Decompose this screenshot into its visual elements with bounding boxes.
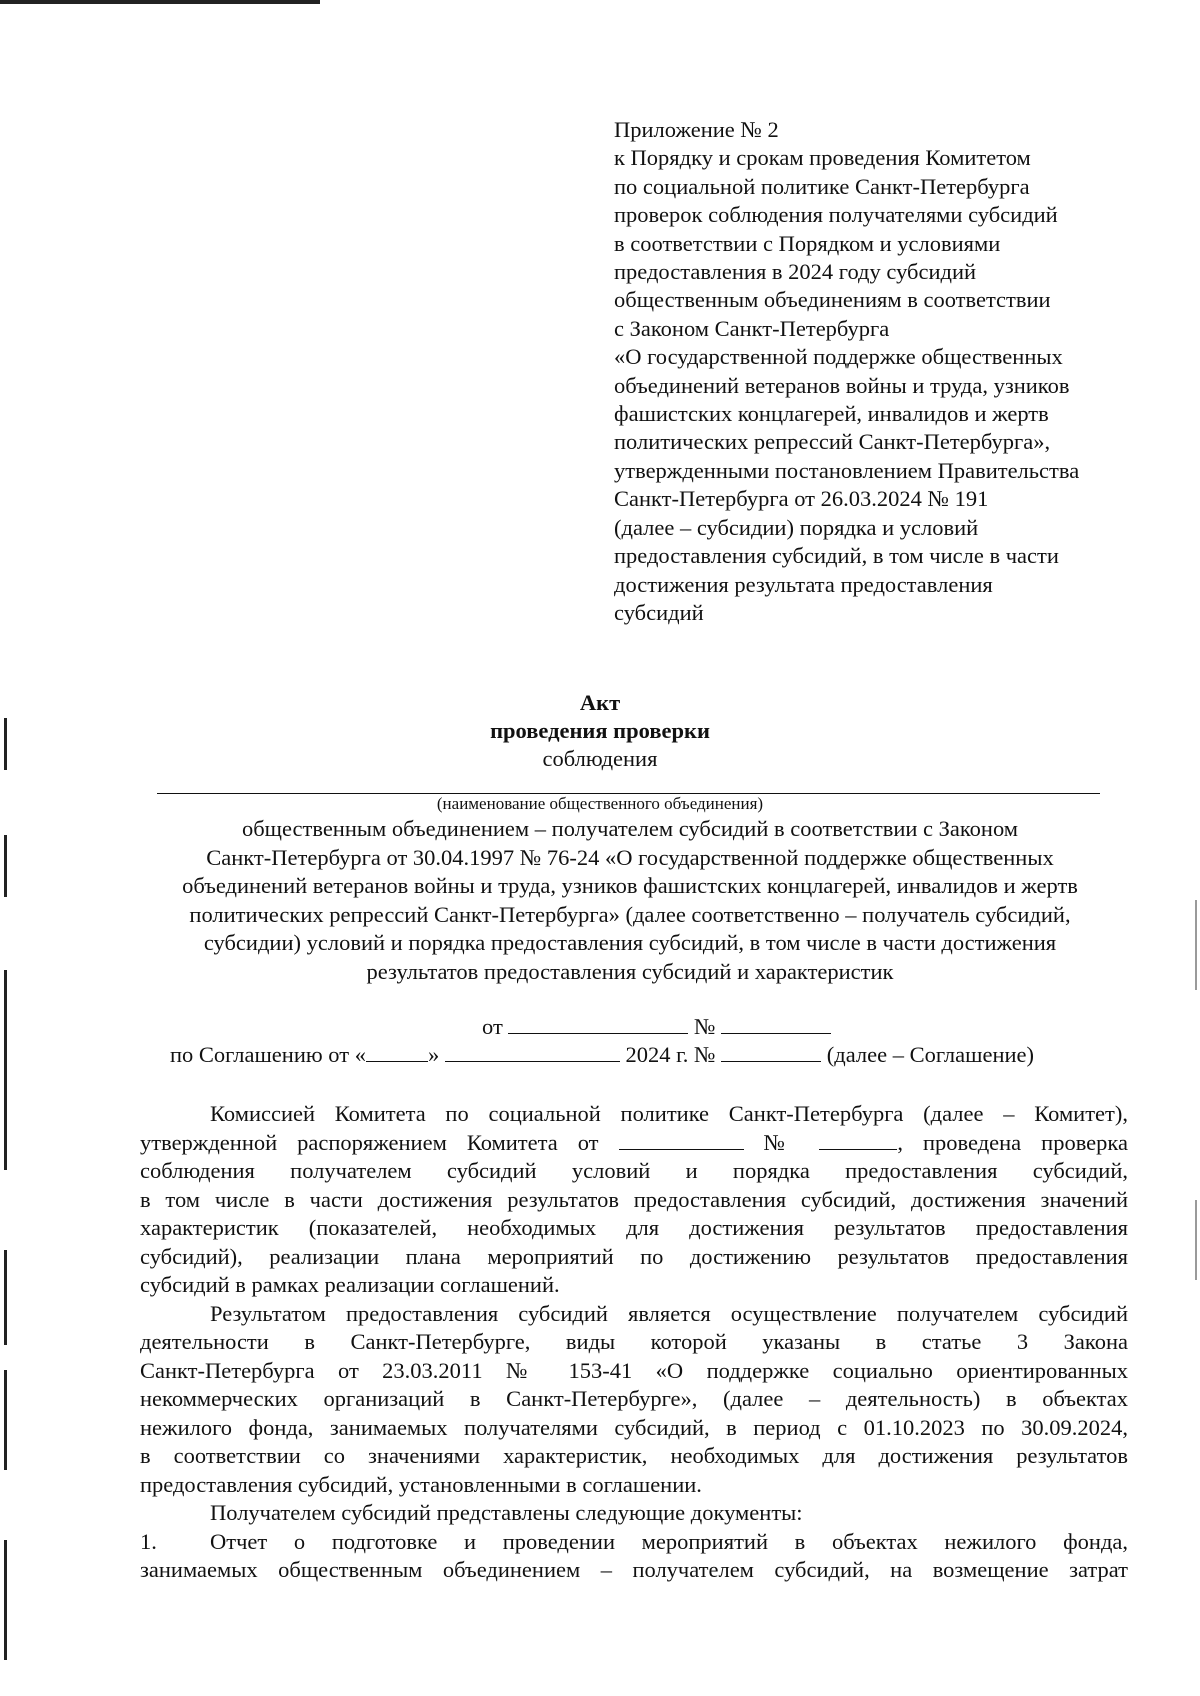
description-line: субсидии) условий и порядка предоставления субсидий, в том числе в части достижения (203, 930, 1057, 956)
document-title: Акт (579, 690, 621, 715)
document-subtitle: проведения проверки (490, 718, 710, 743)
paragraph-line: Комиссией Комитета по социальной политике Санкт-Петербурга (далее – Комитет), (210, 1101, 1128, 1126)
paragraph-line: нежилого фонда, занимаемых получателями субсидий, в период с 01.10.2023 по 30.09.2024, (140, 1414, 1128, 1440)
appendix-line: предоставления в 2024 году субсидий (614, 259, 977, 285)
document-subtitle-2: соблюдения (542, 746, 658, 771)
scan-edge-mark (4, 970, 7, 1170)
appendix-line: субсидий (614, 599, 704, 625)
order-date-blank (619, 1129, 744, 1150)
act-date-line (482, 1013, 831, 1041)
appendix-line: объединений ветеранов войны и труда, узников (614, 372, 1070, 398)
number-blank (721, 1013, 831, 1034)
paragraph-line (140, 1129, 1128, 1158)
agreement-month-blank (445, 1041, 620, 1062)
organization-name-caption: (наименование общественного объединения) (436, 794, 764, 813)
agreement-year: 2024 г. № (625, 1042, 716, 1067)
number-label: № (694, 1014, 716, 1039)
paragraph-line: в соответствии со значениями характеристик, необходимых для достижения результатов (140, 1443, 1128, 1468)
scan-edge-mark (4, 1370, 7, 1470)
agreement-suffix: (далее – Соглашение) (826, 1042, 1035, 1067)
appendix-line: политических репрессий Санкт-Петербурга», (614, 429, 1051, 455)
scan-edge-mark (4, 1250, 7, 1345)
paragraph-line: Результатом предоставления субсидий является осуществление получателем субсидий (210, 1300, 1128, 1326)
order-number-blank (819, 1129, 897, 1150)
appendix-line: утвержденными постановлением Правительства (614, 457, 1080, 483)
act-body (140, 1100, 1128, 1585)
appendix-line: общественным объединениям в соответствии (614, 287, 1051, 313)
appendix-line: предоставления субсидий, в том числе в части (614, 543, 1059, 569)
appendix-line: в соответствии с Порядком и условиями (614, 230, 1001, 256)
agreement-number-blank (721, 1041, 821, 1062)
appendix-line: по социальной политике Санкт-Петербурга (614, 173, 1030, 199)
appendix-line: проверок соблюдения получателями субсидий (614, 202, 1058, 228)
date-blank (508, 1013, 688, 1034)
appendix-line: «О государственной поддержке общественных (614, 344, 1063, 370)
paragraph-line: соблюдения получателем субсидий условий и порядка предоставления субсидий, (140, 1158, 1128, 1183)
scan-edge-mark (0, 0, 320, 4)
description-line: политических репрессий Санкт-Петербурга» (далее соответственно – получатель субсидий, (189, 901, 1071, 927)
appendix-line: с Законом Санкт-Петербурга (614, 315, 890, 341)
agreement-line (170, 1041, 1034, 1069)
appendix-line: (далее – субсидии) порядка и условий (614, 514, 979, 540)
description-line: общественным объединением – получателем субсидий в соответствии с Законом (241, 816, 1019, 841)
list-item-number: 1. (140, 1528, 157, 1554)
appendix-line: достижения результата предоставления (614, 571, 993, 597)
appendix-line: Приложение № 2 (614, 117, 779, 142)
agreement-day-blank (366, 1041, 428, 1062)
scan-edge-mark (4, 835, 7, 897)
appendix-line: фашистских концлагерей, инвалидов и жертв (614, 401, 1049, 427)
agreement-close-quote: » (427, 1042, 440, 1067)
paragraph-line: некоммерческих организаций в Санкт-Петербурге», (далее – деятельность) в объектах (140, 1386, 1128, 1411)
description-line: результатов предоставления субсидий и характеристик (366, 958, 894, 984)
appendix-line: к Порядку и срокам проведения Комитетом (614, 145, 1031, 171)
list-item (140, 1528, 1128, 1557)
scan-edge-mark (1195, 1200, 1197, 1280)
paragraph-fragment: утвержденной распоряжением Комитета от (140, 1129, 599, 1155)
appendix-line: Санкт-Петербурга от 26.03.2024 № 191 (614, 486, 989, 512)
paragraph-line: Получателем субсидий представлены следующие документы: (210, 1500, 803, 1525)
act-description (140, 815, 1120, 987)
paragraph-fragment: , проведена проверка (897, 1129, 1128, 1155)
description-line: Санкт-Петербурга от 30.04.1997 № 76-24 «О государственной поддержке общественных (206, 844, 1054, 870)
description-line: объединений ветеранов войны и труда, узников фашистских концлагерей, инвалидов и жертв (182, 873, 1078, 899)
list-item-text: Отчет о подготовке и проведении мероприятий в объектах нежилого фонда, (210, 1528, 1128, 1554)
scan-edge-mark (1195, 900, 1197, 990)
paragraph-line: занимаемых общественным объединением – получателем субсидий, на возмещение затрат (140, 1557, 1128, 1582)
paragraph-line: характеристик (показателей, необходимых для достижения результатов предоставления (140, 1215, 1128, 1240)
paragraph-line: предоставления субсидий, установленными в соглашении. (140, 1471, 702, 1497)
date-label: от (482, 1014, 503, 1039)
scan-edge-mark (4, 1540, 7, 1660)
paragraph-line: субсидий), реализации плана мероприятий по достижению результатов предоставления (140, 1243, 1128, 1269)
appendix-reference (614, 116, 1154, 627)
paragraph-line: Санкт-Петербурга от 23.03.2011 № 153-41 «О поддержке социально ориентированных (140, 1357, 1128, 1383)
paragraph-line: деятельности в Санкт-Петербурге, виды которой указаны в статье 3 Закона (140, 1329, 1128, 1354)
order-number-label: № (763, 1129, 800, 1155)
paragraph-line: в том числе в части достижения результатов предоставления субсидий, достижения значений (140, 1186, 1128, 1212)
agreement-prefix: по Соглашению от « (170, 1042, 366, 1067)
paragraph-line: субсидий в рамках реализации соглашений. (140, 1272, 560, 1297)
